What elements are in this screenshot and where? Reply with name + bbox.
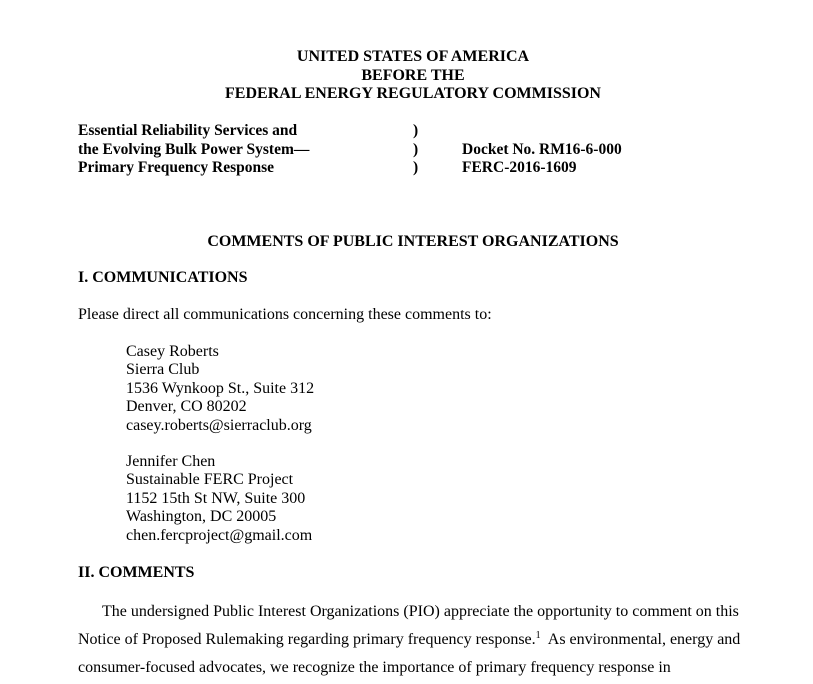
- header-line-commission: FEDERAL ENERGY REGULATORY COMMISSION: [225, 85, 601, 102]
- paragraph-line: The undersigned Public Interest Organizations (PIO) appreciate the opportunity to comment on this: [102, 603, 739, 620]
- docket-number: Docket No. RM16-6-000: [462, 140, 622, 158]
- caption-docket: [462, 141, 762, 178]
- contact-email: casey.roberts@sierraclub.org: [126, 416, 312, 434]
- contact-block-sustainable-ferc: [126, 453, 312, 545]
- caption-proceeding-line: Essential Reliability Services and: [78, 122, 298, 139]
- caption-paren: ): [413, 122, 419, 139]
- communications-intro: Please direct all communications concerning these comments to:: [78, 306, 492, 323]
- caption-parentheses: [413, 122, 425, 178]
- caption-paren: ): [413, 140, 419, 158]
- paragraph-text: As environmental, energy and: [540, 631, 741, 648]
- contact-organization: Sustainable FERC Project: [126, 471, 294, 489]
- contact-block-sierra-club: [126, 343, 314, 435]
- contact-street: 1152 15th St NW, Suite 300: [126, 489, 306, 507]
- paragraph-line: consumer-focused advocates, we recognize the importance of primary frequency response in: [78, 659, 671, 676]
- contact-name: Jennifer Chen: [126, 453, 216, 470]
- document-title: COMMENTS OF PUBLIC INTEREST ORGANIZATIONS: [207, 233, 619, 250]
- paragraph-text: Notice of Proposed Rulemaking regarding primary frequency response.: [78, 631, 536, 648]
- ferc-number: FERC-2016-1609: [462, 159, 577, 176]
- caption-proceeding: [78, 122, 398, 178]
- contact-organization: Sierra Club: [126, 361, 200, 379]
- contact-street: 1536 Wynkoop St., Suite 312: [126, 379, 315, 397]
- header-line-before: BEFORE THE: [361, 66, 465, 84]
- caption-proceeding-line: the Evolving Bulk Power System—: [78, 140, 310, 158]
- contact-city: Washington, DC 20005: [126, 508, 277, 526]
- court-header: [0, 48, 813, 104]
- section-heading-comments: II. COMMENTS: [78, 564, 195, 581]
- caption-paren: ): [413, 159, 419, 176]
- section-heading-communications: I. COMMUNICATIONS: [78, 269, 248, 286]
- contact-city: Denver, CO 80202: [126, 398, 247, 416]
- caption-proceeding-line: Primary Frequency Response: [78, 159, 275, 176]
- header-line-country: UNITED STATES OF AMERICA: [296, 48, 530, 65]
- comments-paragraph: [78, 598, 778, 682]
- contact-email: chen.fercproject@gmail.com: [126, 526, 313, 544]
- contact-name: Casey Roberts: [126, 343, 219, 360]
- footnote-marker[interactable]: 1: [535, 630, 541, 641]
- paragraph-line: [78, 626, 778, 654]
